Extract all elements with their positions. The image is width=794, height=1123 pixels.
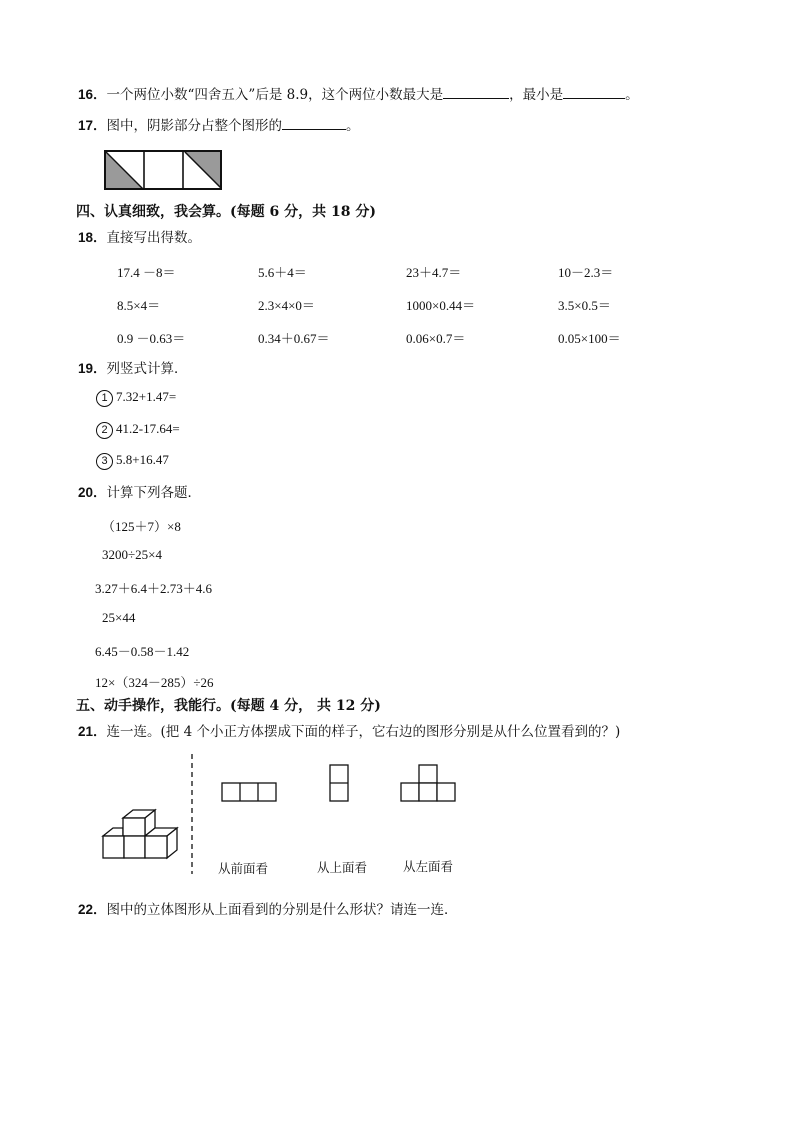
view-three-in-row (221, 782, 279, 804)
vertical-calc-item-3 (96, 452, 169, 470)
mental-calc-item: 2.3×4×0＝ (258, 298, 315, 313)
question-17: 17．图中，阴影部分占整个图形的 。 (78, 115, 360, 135)
question-text: 图中，阴影部分占整个图形的 (106, 118, 283, 134)
question-18: 18．直接写出得数。 (78, 230, 202, 246)
question-number: 19 (78, 361, 94, 376)
vertical-calc-item-1 (96, 389, 176, 407)
view-t-shape (400, 764, 460, 804)
shaded-triangle-right (183, 151, 221, 189)
calc-item: 25×44 (102, 610, 136, 625)
question-22: 22．图中的立体图形从上面看到的分别是什么形状？请连一连． (78, 902, 458, 918)
mental-calc-item: 10－2.3＝ (558, 265, 614, 280)
dashed-divider (190, 754, 194, 876)
mental-calc-item: 0.34＋0.67＝ (258, 331, 330, 346)
calc-item: 12×（324－285）÷26 (95, 675, 214, 690)
mental-calc-item: 23＋4.7＝ (406, 265, 462, 280)
vertical-calc-item-2 (96, 421, 180, 439)
cube-stack-figure (100, 800, 180, 860)
label-top-view: 从上面看 (317, 860, 368, 875)
question-16: 16．一个两位小数“四舍五入”后是 8.9，这个两位小数最大是 ，最小是 。 (78, 84, 639, 104)
mental-calc-item: 1000×0.44＝ (406, 298, 476, 313)
mental-calc-item: 8.5×4＝ (117, 298, 161, 313)
question-text: 。 (625, 87, 639, 103)
label-front-view: 从前面看 (218, 861, 269, 876)
mental-calc-item: 0.06×0.7＝ (406, 331, 466, 346)
answer-blank-min[interactable] (563, 84, 625, 99)
mental-calc-item: 5.6＋4＝ (258, 265, 307, 280)
label-left-view: 从左面看 (403, 859, 454, 874)
section-5-title: 五、动手操作，我能行。(每题 4 分， 共 12 分) (76, 698, 381, 714)
mental-calc-item: 0.9 －0.63＝ (117, 331, 186, 346)
question-number: 21 (78, 724, 94, 739)
shaded-squares-figure (105, 151, 223, 191)
question-text: ，最小是 (509, 87, 564, 103)
question-20: 20．计算下列各题． (78, 485, 202, 501)
question-number: 17 (78, 118, 94, 133)
expression: 41.2-17.64= (116, 421, 180, 436)
view-two-stacked (329, 764, 351, 804)
question-text: 计算下列各题． (106, 485, 202, 501)
question-text: 直接写出得数。 (106, 230, 202, 246)
question-text: 。 (346, 118, 360, 134)
expression: 7.32+1.47= (116, 389, 177, 404)
answer-blank-fraction[interactable] (282, 115, 346, 130)
circled-number: 3 (96, 453, 113, 470)
question-19: 19．列竖式计算． (78, 361, 188, 377)
mental-calc-item: 0.05×100＝ (558, 331, 621, 346)
calc-item: 3200÷25×4 (102, 547, 162, 562)
question-text: 图中的立体图形从上面看到的分别是什么形状？请连一连． (106, 902, 458, 918)
question-number: 22 (78, 902, 94, 917)
mental-calc-item: 3.5×0.5＝ (558, 298, 611, 313)
question-number: 18 (78, 230, 94, 245)
circled-number: 1 (96, 390, 113, 407)
answer-blank-max[interactable] (443, 84, 509, 99)
calc-item: （125＋7）×8 (102, 519, 181, 534)
question-text: 连一连。(把 4 个小正方体摆成下面的样子，它右边的图形分别是从什么位置看到的？) (106, 724, 621, 740)
question-number: 20 (78, 485, 94, 500)
mental-calc-item: 17.4 －8＝ (117, 265, 176, 280)
calc-item: 3.27＋6.4＋2.73＋4.6 (95, 581, 213, 596)
calc-item: 6.45－0.58－1.42 (95, 644, 190, 659)
question-text: 一个两位小数“四舍五入”后是 8.9，这个两位小数最大是 (106, 87, 444, 103)
expression: 5.8+16.47 (116, 452, 169, 467)
circled-number: 2 (96, 422, 113, 439)
question-text: 列竖式计算． (106, 361, 188, 377)
question-number: 16 (78, 87, 94, 102)
question-21: 21．连一连。(把 4 个小正方体摆成下面的样子，它右边的图形分别是从什么位置看到的？) (78, 724, 621, 740)
section-4-title: 四、认真细致，我会算。(每题 6 分，共 18 分) (76, 204, 376, 220)
